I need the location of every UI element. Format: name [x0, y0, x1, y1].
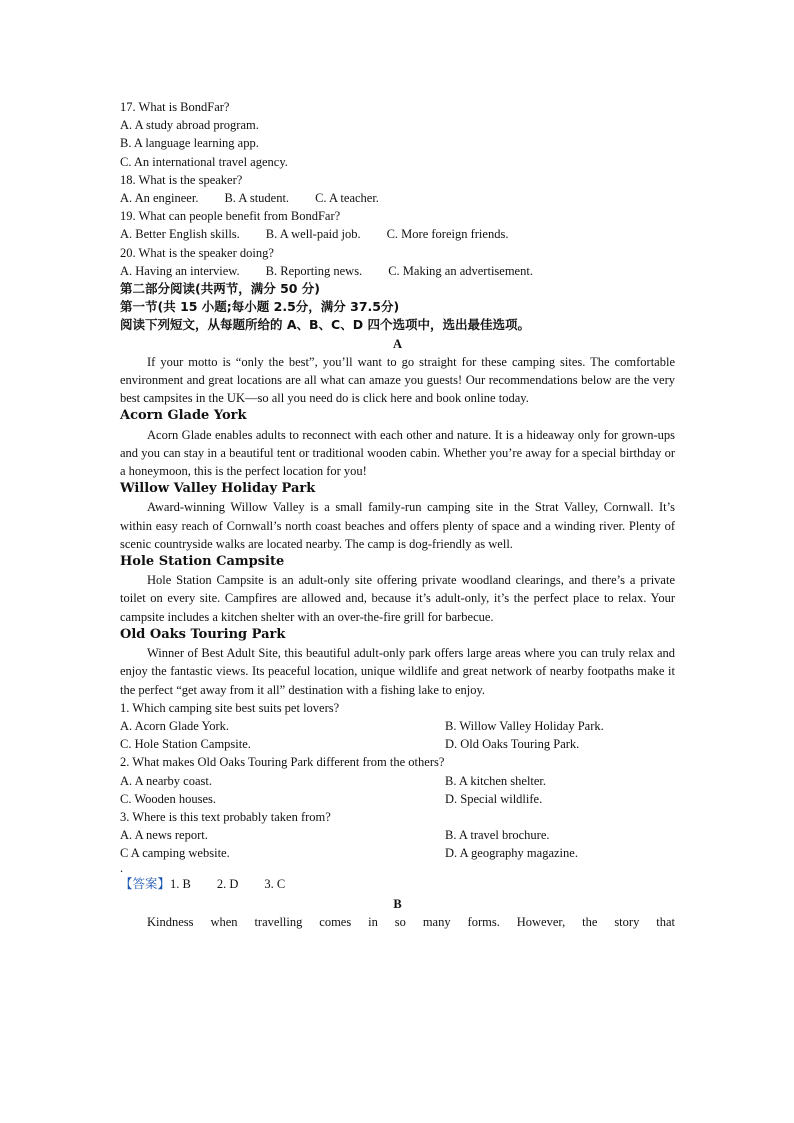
passage-b-first-line: Kindness when travelling comes in so many forms. However, the story that [147, 914, 675, 929]
q19-option-a: A. Better English skills. [120, 227, 240, 242]
passage-a-intro: If your motto is “only the best”, you’ll want to go straight for these camping sites. The comfortable environment and great locations are all what can amaze you guests! Our recommendations below are the very best campsites in the UK—so all you need do is click here and book online today. [120, 354, 675, 406]
q17-question: 17. What is BondFar? [120, 100, 230, 114]
q20-option-a: A. Having an interview. [120, 263, 240, 278]
q18-option-a: A. An engineer. [120, 191, 199, 206]
site-1-name: Acorn Glade York [120, 408, 247, 424]
stray-dot: . [120, 860, 124, 875]
q2-option-c: C. Wooden houses. [120, 791, 216, 806]
q2-options-row-2 [120, 790, 675, 808]
q3-options-row-2 [120, 844, 675, 862]
answer-2: 2. D [216, 876, 239, 891]
q18-option-b: B. A student. [224, 191, 290, 206]
q20-question: 20. What is the speaker doing? [120, 245, 274, 260]
q18-question: 18. What is the speaker? [120, 172, 243, 187]
q2-question: 2. What makes Old Oaks Touring Park different from the others? [120, 755, 445, 770]
q20-option-c: C. Making an advertisement. [388, 263, 533, 278]
q19-options [120, 225, 675, 243]
q18-options [120, 189, 675, 207]
q1-options-row-2 [120, 735, 675, 753]
site-2-name: Willow Valley Holiday Park [120, 481, 316, 497]
q3-option-c: C A camping website. [120, 846, 230, 861]
q3-option-a: A. A news report. [120, 828, 208, 843]
site-2-text: Award-winning Willow Valley is a small family-run camping site in the Strat Valley, Cornwall. It’s within easy reach of Cornwall’s north coast beaches and offers plenty of space and a winding river. Plenty of scenic countryside walks are located nearby. The camp is dog-friendly as well. [120, 500, 675, 551]
answer-line [120, 875, 675, 893]
section2-title: 第二部分阅读(共两节，满分 50 分) [120, 281, 321, 297]
site-4-name: Old Oaks Touring Park [120, 626, 286, 642]
q3-option-b: B. A travel brochure. [445, 828, 550, 843]
passage-b-label: B [393, 896, 402, 911]
answer-3: 3. C [264, 876, 286, 891]
q3-options-row-1 [120, 826, 675, 844]
q19-option-b: B. A well-paid job. [265, 227, 361, 242]
answer-label: 【答案】 [120, 875, 171, 891]
q17-option-b: B. A language learning app. [120, 136, 259, 151]
q20-options [120, 262, 675, 280]
q20-option-b: B. Reporting news. [265, 263, 363, 278]
answer-1: 1. B [170, 876, 191, 891]
site-4-text: Winner of Best Adult Site, this beautiful adult-only park offers large areas where you can truly relax and enjoy the fantastic views. Its peaceful location, unique wildlife and great network of nearby footpaths make it the perfect “get away from it all” destination with a fishing lake to enjoy. [120, 646, 675, 697]
passage-a-label: A [392, 336, 403, 351]
q1-option-d: D. Old Oaks Touring Park. [445, 737, 580, 752]
q3-option-d: D. A geography magazine. [445, 846, 578, 861]
q1-option-a: A. Acorn Glade York. [120, 718, 230, 733]
q2-option-a: A. A nearby coast. [120, 773, 212, 788]
site-3-text: Hole Station Campsite is an adult-only site offering private woodland clearings, and there’s a private toilet on every site. Campfires are allowed and, because it’s adult-only, it’s the perfect place to relax. Your campsite includes a kitchen shelter with an over-the-fire grill for barbecue. [120, 573, 675, 624]
q3-question: 3. Where is this text probably taken from? [120, 809, 331, 824]
q1-options-row-1 [120, 717, 675, 735]
q1-question: 1. Which camping site best suits pet lovers? [120, 700, 340, 715]
q19-option-c: C. More foreign friends. [386, 227, 509, 242]
section2-subtitle: 第一节(共 15 小题;每小题 2.5分，满分 37.5分) [120, 299, 400, 315]
q2-option-d: D. Special wildlife. [445, 791, 543, 806]
q1-option-b: B. Willow Valley Holiday Park. [445, 718, 604, 733]
q2-options-row-1 [120, 772, 675, 790]
q17-option-c: C. An international travel agency. [120, 154, 288, 169]
q18-option-c: C. A teacher. [315, 191, 379, 206]
q2-option-b: B. A kitchen shelter. [445, 773, 547, 788]
site-3-name: Hole Station Campsite [120, 554, 285, 570]
q1-option-c: C. Hole Station Campsite. [120, 737, 251, 752]
q17-option-a: A. A study abroad program. [120, 118, 259, 133]
exam-page [120, 98, 675, 931]
section2-instruction: 阅读下列短文，从每题所给的 A、B、C、D 四个选项中，选出最佳选项。 [120, 317, 530, 333]
q19-question: 19. What can people benefit from BondFar? [120, 209, 341, 224]
site-1-text: Acorn Glade enables adults to reconnect with each other and nature. It is a hideaway only for grown-ups and you can stay in a beautiful tent or traditional wooden cabin. Whether you’re away for a special birthday or a honeymoon, this is the perfect location for you! [120, 427, 675, 479]
